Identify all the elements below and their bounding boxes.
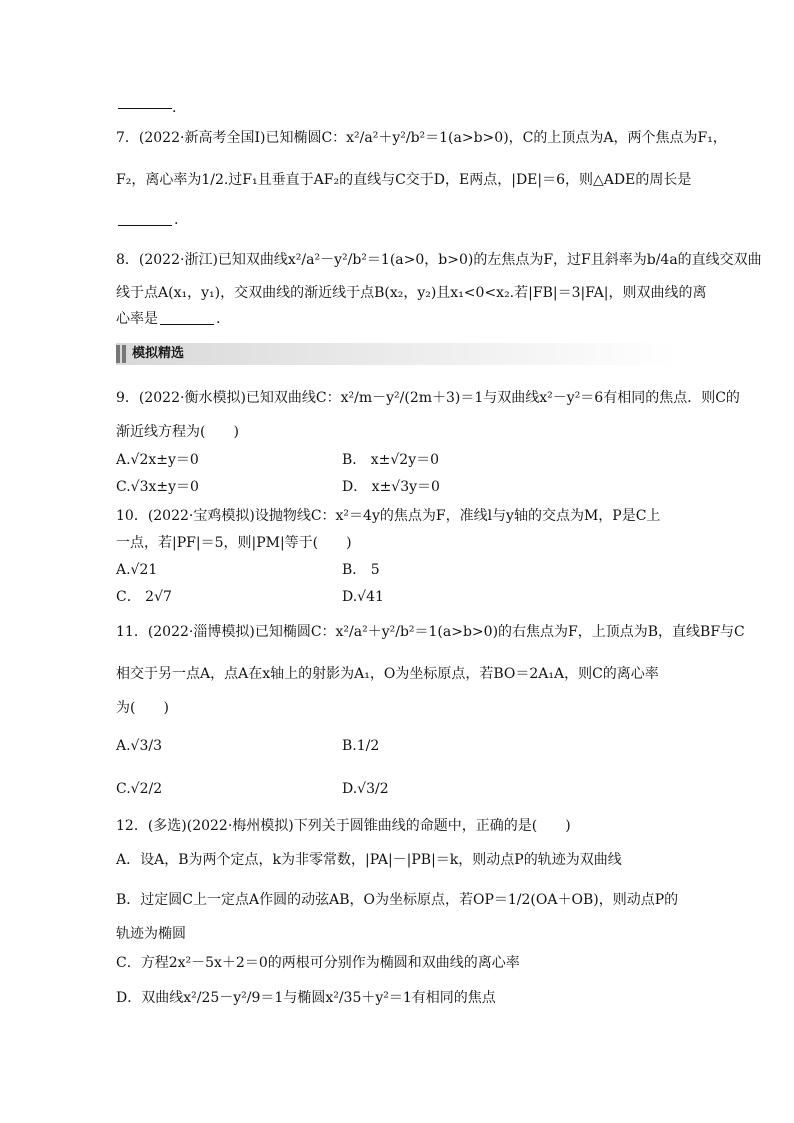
q7-answer-line <box>116 210 684 230</box>
q11-line-1: 11．(2022·淄博模拟)已知椭圆C：x²/a²＋y²/b²＝1(a>b>0)的右焦点为F，上顶点为B，直线BF与C <box>116 624 745 640</box>
q8-line-2: 线于点A(x₁，y₁)，交双曲线的渐近线于点B(x₂，y₂)且x₁<0<x₂.若|FB|＝3|FA|，则双曲线的离 <box>116 285 707 301</box>
blank-period: . <box>172 100 177 116</box>
q8-line-3: 心率是 <box>116 311 158 327</box>
q11-line-2: 相交于另一点A，点A在x轴上的射影为A₁，O为坐标原点，若BO＝2A₁A，则C的离心率 <box>116 666 659 682</box>
q9-line-2: 渐近线方程为( ) <box>116 424 239 440</box>
q9-option-a: A.√2x±y＝0 <box>116 452 199 468</box>
q12-line-1: 12．(多选)(2022·梅州模拟)下列关于圆锥曲线的命题中，正确的是( ) <box>116 818 571 834</box>
q11-option-b: B.1/2 <box>342 738 380 754</box>
q7-line-2: F₂，离心率为1/2.过F₁且垂直于AF₂的直线与C交于D，E两点，|DE|＝6，则△ADE的周长是 <box>116 172 692 188</box>
q12-option-d: D．双曲线x²/25－y²/9＝1与椭圆x²/35＋y²＝1有相同的焦点 <box>116 990 496 1006</box>
q7-line-3: . <box>174 212 179 228</box>
q10-line-2: 一点，若|PF|＝5，则|PM|等于( ) <box>116 535 352 551</box>
q12-option-b-line-1: B．过定圆C上一定点A作圆的动弦AB，O为坐标原点，若OP＝1/2(OA＋OB)，则动点P的 <box>116 892 679 908</box>
q9-option-c: C.√3x±y＝0 <box>116 479 199 495</box>
q10-option-d: D.√41 <box>342 589 384 605</box>
q11-line-3: 为( ) <box>116 700 169 716</box>
q9-line-1: 9．(2022·衡水模拟)已知双曲线C：x²/m－y²/(2m＋3)＝1与双曲线x²－y²＝6有相同的焦点．则C的 <box>116 390 740 406</box>
q8-line-1: 8．(2022·浙江)已知双曲线x²/a²－y²/b²＝1(a>0，b>0)的左焦点为F，过F且斜率为b/4a的直线交双曲 <box>116 252 762 268</box>
section-title: 模拟精选 <box>132 346 185 361</box>
section-bar-icon <box>116 345 120 363</box>
answer-blank <box>118 108 172 109</box>
q10-line-1: 10．(2022·宝鸡模拟)设抛物线C：x²＝4y的焦点为F，准线l与y轴的交点为M，P是C上 <box>116 508 661 524</box>
q11-option-d: D.√3/2 <box>342 781 389 797</box>
q8-line-3-wrap: 心率是 . <box>116 311 221 327</box>
q7-line-1: 7．(2022·新高考全国Ⅰ)已知椭圆C：x²/a²＋y²/b²＝1(a>b>0)，C的上顶点为A，两个焦点为F₁， <box>116 130 727 146</box>
section-header <box>116 343 676 365</box>
q9-option-b: B． x±√2y＝0 <box>342 452 440 468</box>
answer-blank <box>160 310 214 325</box>
q12-option-a: A．设A，B为两个定点，k为非零常数，|PA|－|PB|＝k，则动点P的轨迹为双曲线 <box>116 852 622 868</box>
section-bar-icon <box>122 345 126 363</box>
q11-option-a: A.√3/3 <box>116 738 163 754</box>
q10-option-a: A.√21 <box>116 562 158 578</box>
q10-option-b: B． 5 <box>342 562 380 578</box>
q11-option-c: C.√2/2 <box>116 781 163 797</box>
q9-option-d: D． x±√3y＝0 <box>342 479 440 495</box>
q12-option-c: C．方程2x²－5x＋2＝0的两根可分别作为椭圆和双曲线的离心率 <box>116 955 520 971</box>
q12-option-b-line-2: 轨迹为椭圆 <box>116 926 186 942</box>
answer-blank <box>118 211 172 226</box>
q10-option-c: C． 2√7 <box>116 589 172 605</box>
